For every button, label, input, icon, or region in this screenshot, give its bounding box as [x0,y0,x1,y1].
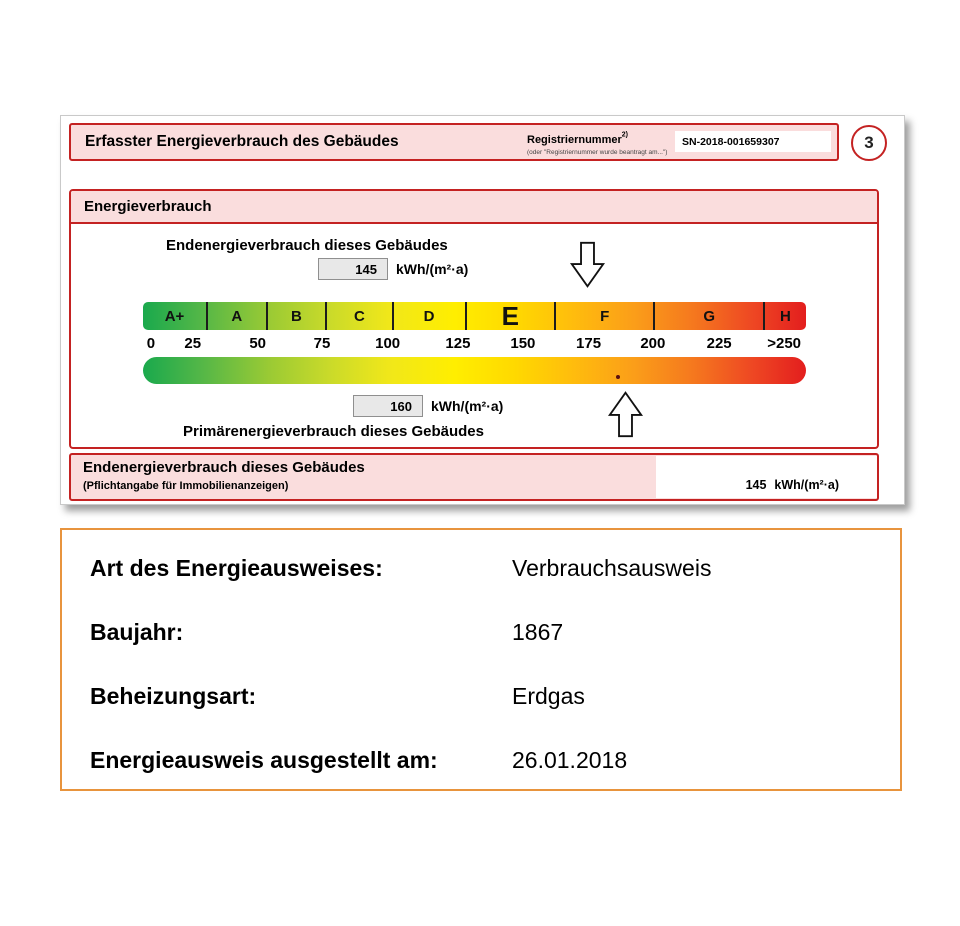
segment-a-plus [143,302,206,330]
energieverbrauch-section [69,189,879,449]
class-band [143,302,806,330]
detail-row-heating-type [90,664,900,728]
footer-value: 145 [745,478,767,492]
detail-value: 26.01.2018 [512,746,628,773]
segment-g [653,302,762,330]
registration-number-field [675,131,831,152]
scale-tick: 200 [640,335,666,352]
registration-note: (oder "Registriernummer wurde beantragt am...") [527,149,668,156]
card-title: Erfasster Energieverbrauch des Gebäudes [85,133,399,150]
segment-label: E [501,300,519,331]
footer-subtitle: (Pflichtangabe für Immobilienanzeigen) [83,480,289,492]
details-panel [60,528,902,791]
gradient-bar [143,357,806,384]
final-energy-label: Endenergieverbrauch dieses Gebäudes [166,237,448,254]
energy-scale-chart [71,224,877,446]
registration-block [527,130,675,156]
final-energy-value-box [318,258,388,280]
scale-tick: 75 [313,335,331,352]
segment-label: F [600,307,610,325]
page-number: 3 [864,133,874,152]
detail-value: Verbrauchsausweis [512,554,712,581]
footer-title: Endenergieverbrauch dieses Gebäudes [83,459,365,476]
footer-strip [69,453,879,501]
footer-value-box [656,456,877,498]
primary-energy-value-box [353,395,423,417]
primary-energy-value-row [353,395,503,417]
card-header [69,123,839,161]
segment-a [206,302,266,330]
scale-tick: 225 [706,335,732,352]
detail-value: Erdgas [512,682,585,709]
energy-certificate-card [60,115,905,505]
detail-label: Beheizungsart: [90,682,257,709]
page-number-badge [851,125,887,161]
detail-row-construction-year [90,600,900,664]
detail-label: Art des Energieausweises: [90,554,383,581]
primary-energy-label: Primärenergieverbrauch dieses Gebäudes [183,423,484,440]
detail-row-issue-date [90,728,900,792]
scale-tick: 150 [510,335,536,352]
segment-e-current [465,302,555,330]
segment-f [554,302,653,330]
final-energy-value: 145 [355,261,377,277]
down-arrow-icon [569,241,606,289]
registration-number: SN-2018-001659307 [682,135,780,148]
segment-label: A+ [164,307,185,325]
registration-footnote-marker: 2) [621,131,628,139]
segment-c [325,302,391,330]
efficiency-scale [143,302,806,384]
scale-tick: 50 [249,335,267,352]
footer-unit: kWh/(m²·a) [774,478,839,492]
segment-h [763,302,806,330]
detail-row-certificate-type [90,536,900,600]
segment-label: B [291,307,302,325]
scale-tick: >250 [767,335,802,352]
segment-label: H [779,307,791,325]
detail-label: Energieausweis ausgestellt am: [90,746,438,773]
up-arrow-icon [607,389,644,439]
detail-label: Baujahr: [90,618,184,645]
segment-label: D [423,307,435,325]
scale-tick: 175 [576,335,602,352]
registration-label: Registriernummer [527,134,622,146]
segment-label: G [703,307,715,325]
marker-dot [616,375,620,379]
final-energy-value-row [318,258,468,280]
detail-value: 1867 [512,618,564,645]
scale-tick: 25 [184,335,202,352]
scale-tick: 125 [445,335,471,352]
section-title: Energieverbrauch [84,198,212,215]
primary-energy-value: 160 [390,398,412,414]
final-energy-unit: kWh/(m²·a) [396,261,469,277]
primary-energy-unit: kWh/(m²·a) [431,398,504,414]
section-header [71,191,877,224]
segment-d [392,302,465,330]
registration-label-line [527,130,675,148]
segment-label: A [231,307,243,325]
segment-label: C [354,307,365,325]
scale-tick: 0 [146,335,156,352]
scale-ticks [143,334,806,357]
scale-tick: 100 [375,335,401,352]
segment-b [266,302,326,330]
